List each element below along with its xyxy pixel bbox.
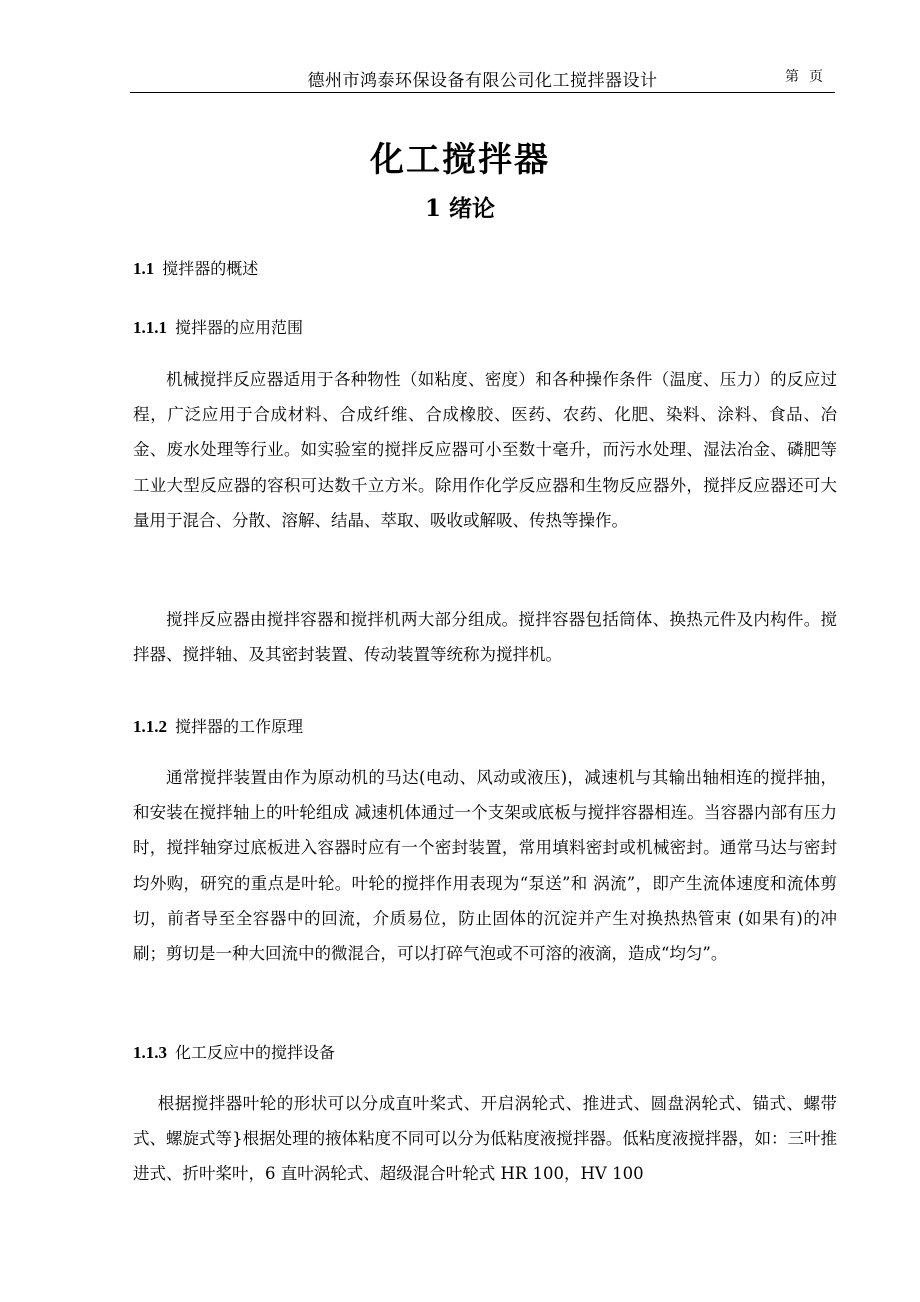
- page-header: [130, 62, 835, 93]
- document-title: 化工搅拌器: [370, 140, 550, 180]
- paragraph-reactor-composition: 搅拌反应器由搅拌容器和搅拌机两大部分组成。搅拌容器包括筒体、换热元件及内构件。搅拌器、搅拌轴、及其密封装置、传动装置等统称为搅拌机。: [133, 610, 837, 665]
- section-heading-1-1-2: [133, 714, 303, 737]
- section-title: 搅拌器的应用范围: [175, 318, 304, 337]
- section-title: 搅拌器的工作原理: [175, 717, 304, 736]
- paragraph-working-principle: 通常搅拌装置由作为原动机的马达(电动、风动或液压)，减速机与其输出轴相连的搅拌抽，和安装在搅拌轴上的叶轮组成 减速机体通过一个支架或底板与搅拌容器相连。当容器内部有压力时，搅拌轴穿过底板进入容器时应有一个密封装置，常用填料密封或机械密封。通常马达与密封均外购，研究的重点是叶轮。叶轮的搅拌作用表现为“泵送”和 涡流”，即产生流体速度和流体剪切，前者导至全容器中的回流，介质易位，防止固体的沉淀并产生对换热热管束 (如果有)的冲刷；剪切是一种大回流中的微混合，可以打碎气泡或不可溶的液滴，造成“均匀”。: [133, 768, 837, 964]
- section-heading-1-1-1: [133, 315, 303, 338]
- chapter-title: 1 绪论: [424, 195, 495, 222]
- section-number: 1.1: [133, 259, 155, 278]
- paragraph-application-scope: 机械搅拌反应器适用于各种物性（如粘度、密度）和各种操作条件（温度、压力）的反应过程，广泛应用于合成材料、合成纤维、合成橡胶、医药、农药、化肥、染料、涂料、食品、冶金、废水处理等行业。如实验室的搅拌反应器可小至数十毫升，而污水处理、湿法冶金、磷肥等工业大型反应器的容积可达数千立方米。除用作化学反应器和生物反应器外，搅拌反应器还可大量用于混合、分散、溶解、结晶、萃取、吸收或解吸、传热等操作。: [133, 370, 837, 530]
- section-title: 搅拌器的概述: [162, 259, 259, 278]
- section-heading-1-1: [133, 256, 258, 279]
- paragraph-stirring-equipment: 根据搅拌器叶轮的形状可以分成直叶桨式、开启涡轮式、推进式、圆盘涡轮式、锚式、螺带式、螺旋式等}根据处理的掖体粘度不同可以分为低粘度液搅拌器。低粘度液搅拌器，如：三叶推进式、折叶桨叶，6 直叶涡轮式、超级混合叶轮式 HR 100，HV 100: [133, 1094, 837, 1184]
- section-number: 1.1.2: [133, 717, 167, 736]
- section-title: 化工反应中的搅拌设备: [175, 1043, 336, 1062]
- header-page-label: 第页: [785, 69, 833, 85]
- header-title: 德州市鸿泰环保设备有限公司化工搅拌器设计: [307, 71, 658, 91]
- section-number: 1.1.3: [133, 1043, 167, 1062]
- section-number: 1.1.1: [133, 318, 167, 337]
- section-heading-1-1-3: [133, 1040, 335, 1063]
